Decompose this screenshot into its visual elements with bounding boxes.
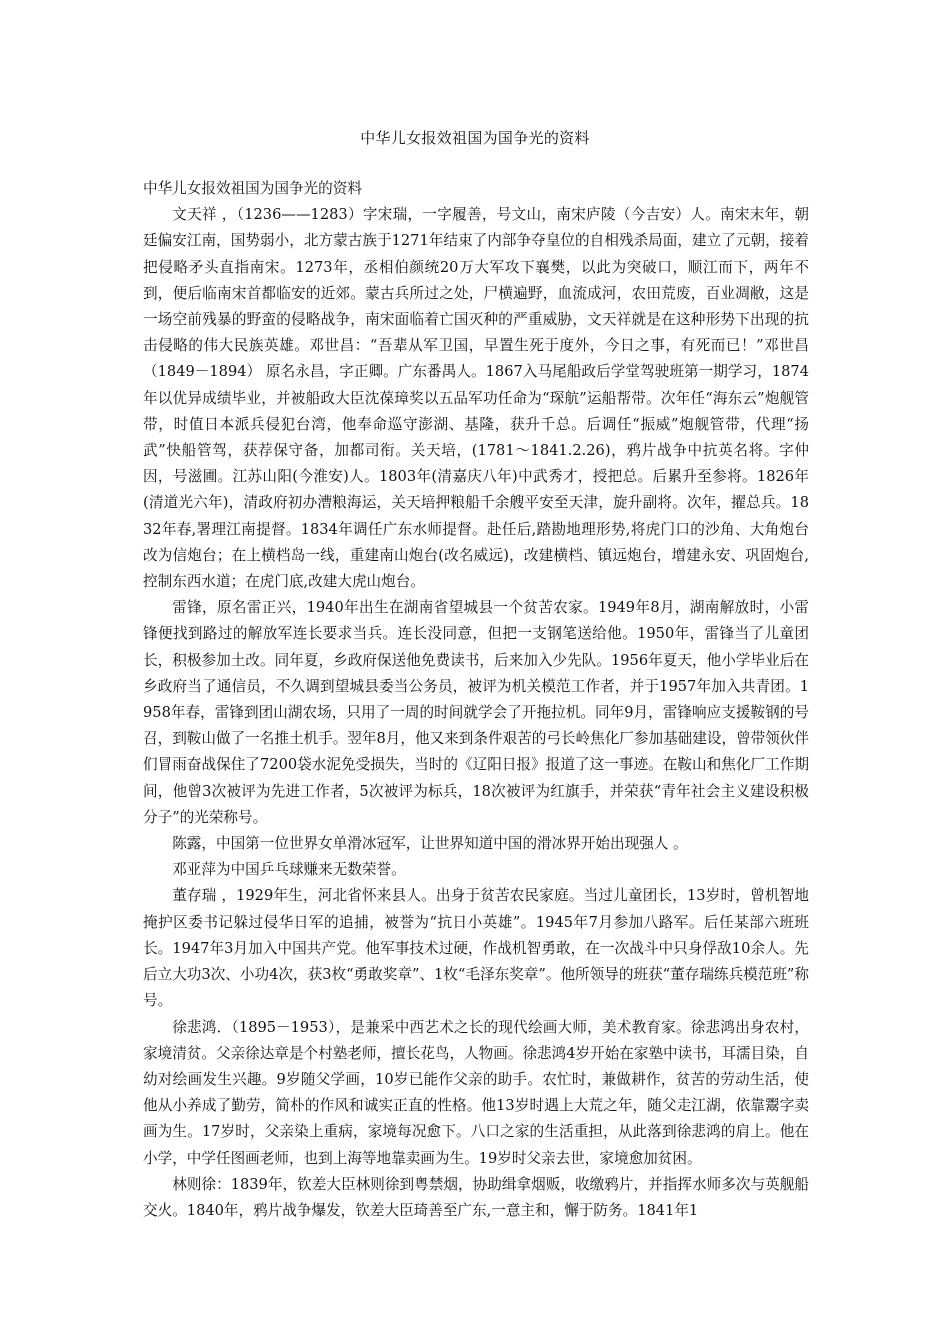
- document-body: [143, 176, 809, 1224]
- paragraph-dong-cunrui: 董存瑞 ，1929年生，河北省怀来县人。出身于贫苦农民家庭。当过儿童团长，13岁时，曾机智地掩护区委书记躲过侵华日军的追捕，被誉为“抗日小英雄”。1945年7月参加八路军。后任某部六班班长。1947年3月加入中国共产党。他军事技术过硬，作战机智勇敢，在一次战斗中只身俘敌10余人。先后立大功3次、小功4次，获3枚“勇敢奖章”、1枚“毛泽东奖章”。他所领导的班获“董存瑞练兵模范班”称号。: [143, 887, 809, 1010]
- paragraph-wen-tianxiang: 文天祥 ，（1236——1283）字宋瑞，一字履善，号文山，南宋庐陵（今吉安）人。南宋末年，朝廷偏安江南，国势弱小，北方蒙古族于1271年结束了内部争夺皇位的自相残杀局面，建立了元朝，接着把侵略矛头直指南宋。1273年，丞相伯颜统20万大军攻下襄樊，以此为突破口，顺江而下，两年不到，便后临南宋首都临安的近郊。蒙古兵所过之处，尸横遍野，血流成河，农田荒废，百业凋敝，这是一场空前残暴的野蛮的侵略战争，南宋面临着亡国灭种的严重威胁，文天祥就是在这种形势下出现的抗击侵略的伟大民族英雄。邓世昌：“吾辈从军卫国，早置生死于度外，今日之事，有死而已！”邓世昌（1849－1894） 原名永昌，字正卿。广东番禺人。1867入马尾船政后学堂驾驶班第一期学习，1874年以优异成绩毕业，并被船政大臣沈葆璋奖以五品军功任命为“琛航”运船帮带。次年任“海东云”炮舰管带，时值日本派兵侵犯台湾，他奉命巡守澎湖、基隆，获升千总。后调任“振威”炮舰管带，代理“扬武”快船管驾，获荐保守备，加都司衔。关天培，(1781～1841.2.26)，鸦片战争中抗英名将。字仲因，号滋圃。江苏山阳(今淮安)人。1803年(清嘉庆八年)中武秀才，授把总。后累升至参将。1826年(清道光六年)，清政府初办漕粮海运，关天培押粮船千余艘平安至天津，旋升副将。次年，擢总兵。1832年春,署理江南提督。1834年调任广东水师提督。赴任后,踏勘地理形势,将虎门口的沙角、大角炮台改为信炮台；在上横档岛一线，重建南山炮台(改名威远)，改建横档、镇远炮台，增建永安、巩固炮台,控制东西水道；在虎门底,改建大虎山炮台。: [143, 206, 809, 591]
- paragraph-xu-beihong: 徐悲鸿．（1895－1953），是兼采中西艺术之长的现代绘画大师，美术教育家。徐悲鸿出身农村，家境清贫。父亲徐达章是个村塾老师，擅长花鸟，人物画。徐悲鸿4岁开始在家塾中读书，耳濡目染，自幼对绘画发生兴趣。9岁随父学画，10岁已能作父亲的助手。农忙时，兼做耕作，贫苦的劳动生活，使他从小养成了勤劳，简朴的作风和诚实正直的性格。他13岁时遇上大荒之年，随父走江湖，依靠鬻字卖画为生。17岁时，父亲染上重病，家境每况愈下。八口之家的生活重担，从此落到徐悲鸿的肩上。他在小学，中学任图画老师，也到上海等地靠卖画为生。19岁时父亲去世，家境愈加贫困。: [143, 1018, 810, 1167]
- paragraph-deng-yaping: 邓亚萍为中国乒乓球赚来无数荣誉。: [172, 861, 406, 879]
- paragraph-chen-lu: 陈露，中国第一位世界女单滑冰冠军，让世界知道中国的滑冰界开始出现强人 。: [172, 835, 688, 853]
- paragraph-lin-zexu: 林则徐：1839年，钦差大臣林则徐到粤禁烟，协助缉拿烟贩，收缴鸦片，并指挥水师多次与英舰船交火。1840年，鸦片战争爆发，钦差大臣琦善至广东,一意主和，懈于防务。1841年1: [143, 1175, 809, 1219]
- document-heading: 中华儿女报效祖国为国争光的资料: [143, 180, 362, 197]
- document-title: 中华儿女报效祖国为国争光的资料: [360, 129, 590, 147]
- paragraph-lei-feng: 雷锋，原名雷正兴，1940年出生在湖南省望城县一个贫苦农家。1949年8月，湖南解放时，小雷锋便找到路过的解放军连长要求当兵。连长没同意，但把一支钢笔送给他。1950年，雷锋当了儿童团长，积极参加土改。同年夏，乡政府保送他免费读书，后来加入少先队。1956年夏天，他小学毕业后在乡政府当了通信员，不久调到望城县委当公务员，被评为机关模范工作者，并于1957年加入共青团。1958年春，雷锋到团山湖农场，只用了一周的时间就学会了开拖拉机。同年9月，雷锋响应支援鞍钢的号召，到鞍山做了一名推土机手。翌年8月，他又来到条件艰苦的弓长岭焦化厂参加基础建设，曾带领伙伴们冒雨奋战保住了7200袋水泥免受损失，当时的《辽阳日报》报道了这一事迹。在鞍山和焦化厂工作期间，他曾3次被评为先进工作者，5次被评为标兵，18次被评为红旗手，并荣获“青年社会主义建设积极分子”的光荣称号。: [143, 599, 810, 826]
